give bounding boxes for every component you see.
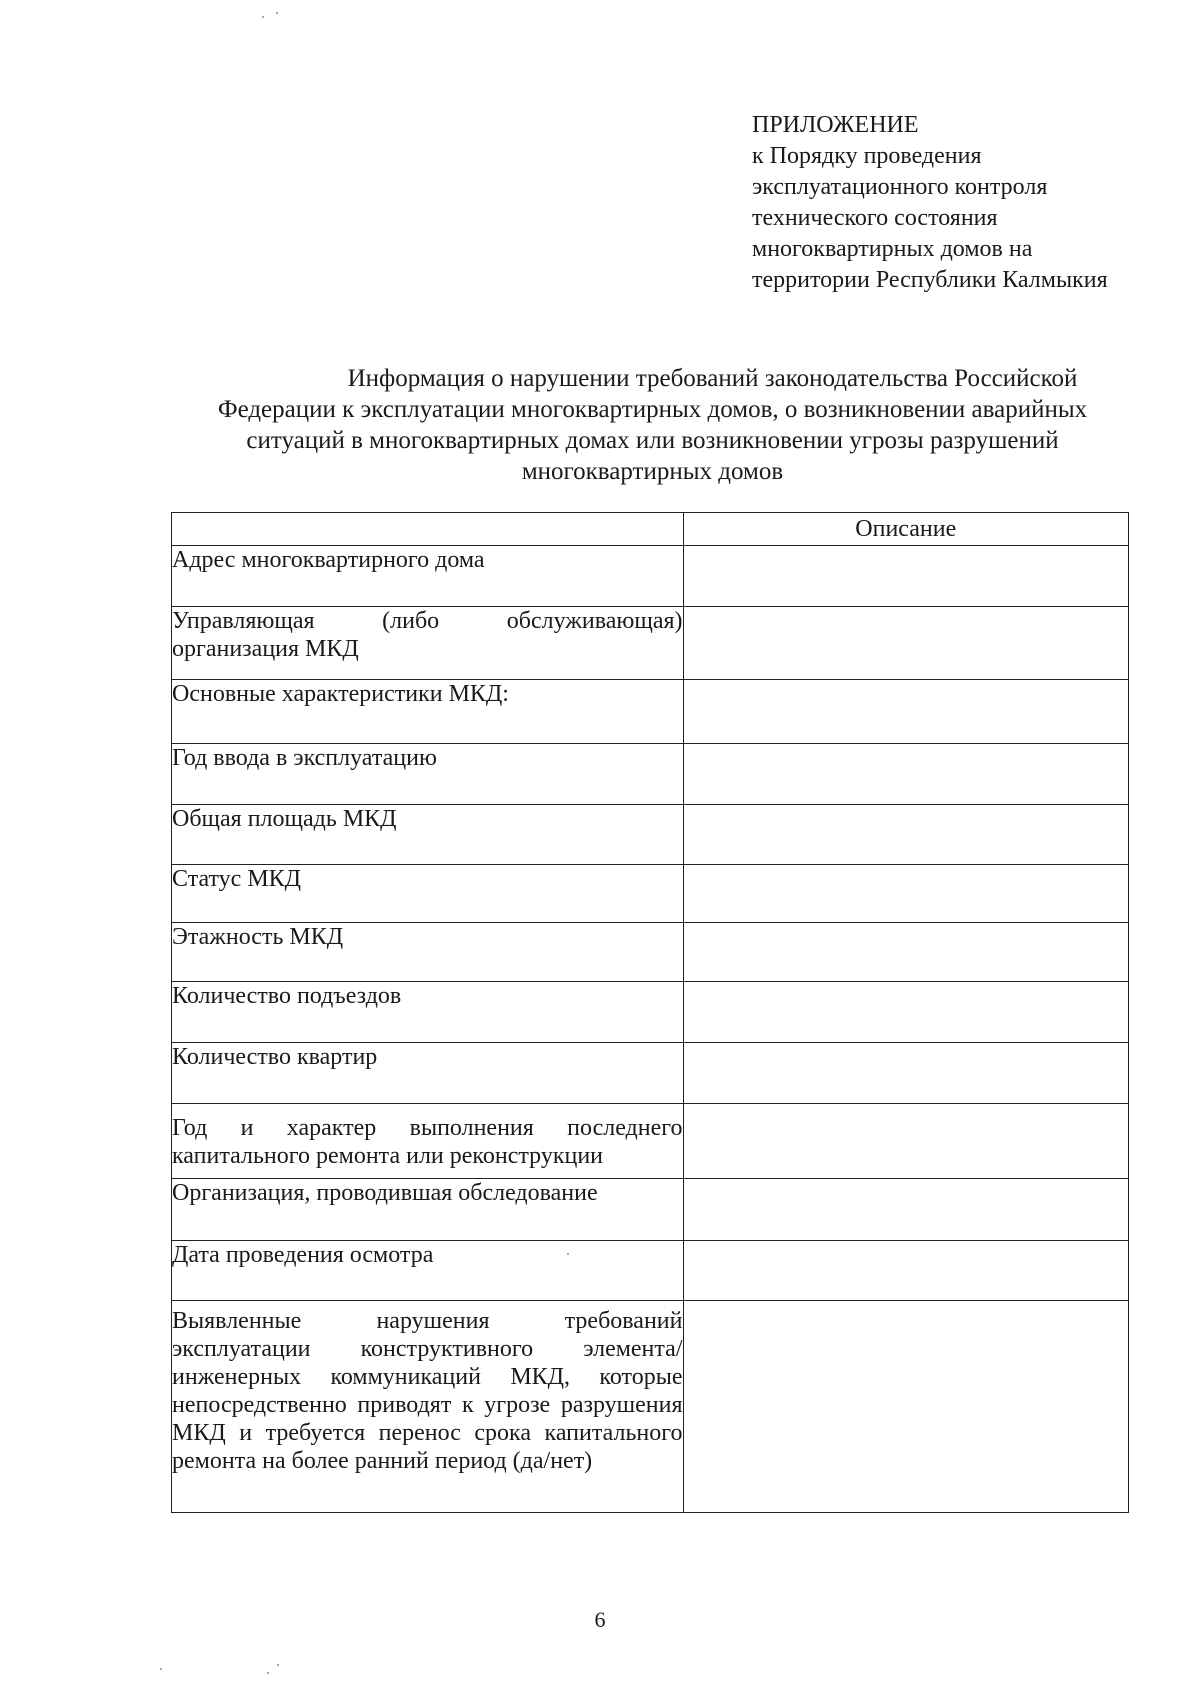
appendix-header [752, 110, 1182, 296]
table-row [172, 1241, 1129, 1301]
table-row [172, 1179, 1129, 1241]
title-line: многоквартирных домов [521, 458, 784, 485]
row-value [683, 982, 1129, 1043]
row-label: Статус МКД [172, 865, 684, 923]
row-label: Дата проведения осмотра [172, 1241, 684, 1301]
appendix-line: территории Республики Калмыкия [752, 267, 1108, 293]
row-label: Этажность МКД [172, 923, 684, 982]
row-label: Количество квартир [172, 1043, 684, 1104]
row-label: Управляющая (либо обслуживающая) организация МКД [172, 607, 684, 680]
table-row [172, 744, 1129, 805]
title-line: Информация о нарушении требований законодательства Российской [347, 365, 1078, 392]
row-value [683, 1179, 1129, 1241]
row-value [683, 607, 1129, 680]
title-line: ситуаций в многоквартирных домах или возникновении угрозы разрушений [246, 427, 1059, 454]
table-row [172, 607, 1129, 680]
row-label: Адрес многоквартирного дома [172, 546, 684, 607]
table-row [172, 680, 1129, 744]
row-label: Год и характер выполнения последнего капитального ремонта или реконструкции [172, 1104, 684, 1179]
table-row [172, 865, 1129, 923]
row-value [683, 923, 1129, 982]
row-value [683, 744, 1129, 805]
row-value [683, 1104, 1129, 1179]
scan-speck [262, 16, 264, 18]
row-value [683, 1241, 1129, 1301]
row-label: Общая площадь МКД [172, 805, 684, 865]
table-row [172, 982, 1129, 1043]
row-label: Количество подъездов [172, 982, 684, 1043]
appendix-title: ПРИЛОЖЕНИЕ [752, 112, 919, 138]
title-line: Федерации к эксплуатации многоквартирных домов, о возникновении аварийных [217, 396, 1088, 423]
row-label: Основные характеристики МКД: [172, 680, 684, 744]
row-value [683, 546, 1129, 607]
scan-speck [277, 1664, 279, 1666]
appendix-line: эксплуатационного контроля [752, 174, 1048, 200]
scan-speck [276, 12, 278, 14]
row-value [683, 1301, 1129, 1513]
appendix-line: многоквартирных домов на [752, 236, 1033, 262]
row-label: Выявленные нарушения требований эксплуатации конструктивного элемента/инженерных коммуникаций МКД, которые непосредственно приводят к угрозе разрушения МКД и требуется перенос срока капитального ремонта на более ранний период (да/нет) [172, 1301, 684, 1513]
table-row [172, 1043, 1129, 1104]
row-value [683, 1043, 1129, 1104]
scan-speck [160, 1668, 162, 1670]
header-description-cell: Описание [683, 513, 1129, 546]
appendix-line: технического состояния [752, 205, 998, 231]
table-header-row [172, 513, 1129, 546]
header-label-cell [172, 513, 684, 546]
scan-speck [267, 1672, 269, 1674]
table-row [172, 1301, 1129, 1513]
row-value [683, 865, 1129, 923]
document-title [185, 363, 1120, 487]
table-row [172, 923, 1129, 982]
page-number: 6 [594, 1607, 606, 1632]
row-label: Организация, проводившая обследование [172, 1179, 684, 1241]
table-row [172, 805, 1129, 865]
information-table [171, 512, 1129, 1513]
row-value [683, 805, 1129, 865]
scan-speck [567, 1253, 569, 1255]
row-label: Год ввода в эксплуатацию [172, 744, 684, 805]
row-value [683, 680, 1129, 744]
table-row [172, 1104, 1129, 1179]
table-row [172, 546, 1129, 607]
appendix-line: к Порядку проведения [752, 143, 982, 169]
